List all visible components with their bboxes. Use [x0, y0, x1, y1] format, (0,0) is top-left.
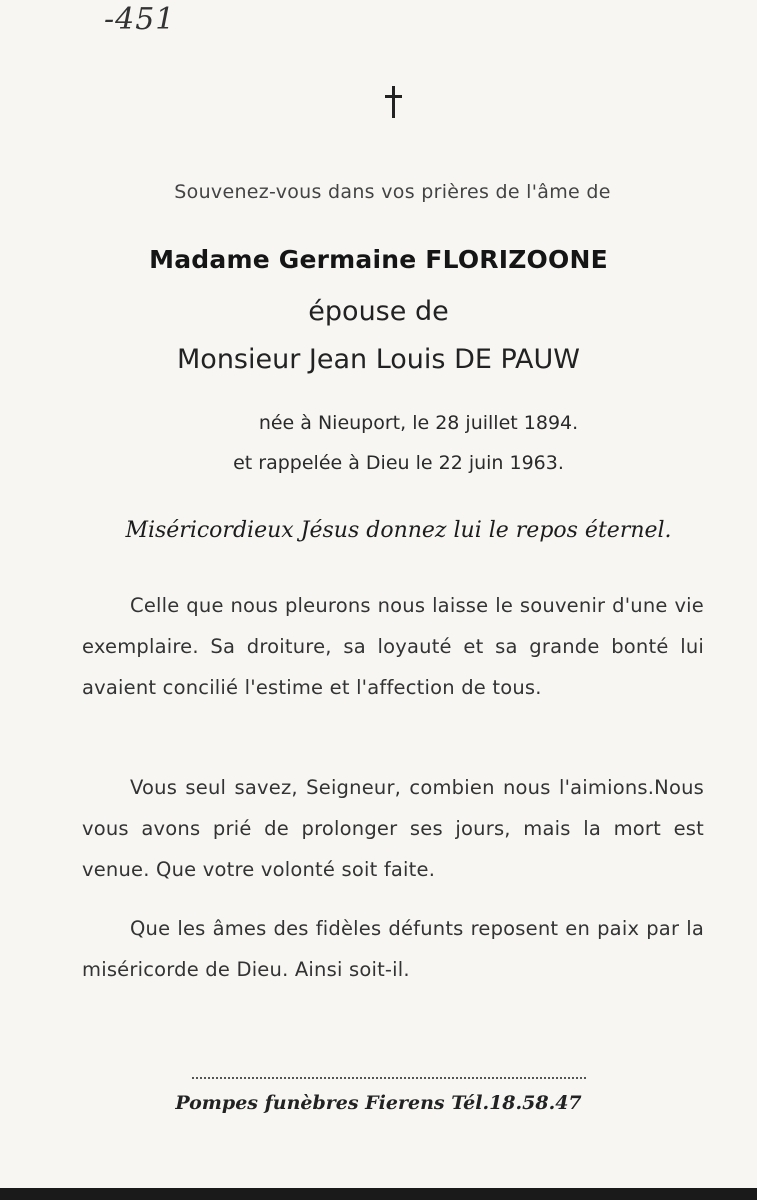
intro-text: Souvenez-vous dans vos prières de l'âme de	[174, 181, 611, 203]
paragraph-lord: Vous seul savez, Seigneur, combien nous l'aimions.Nous vous avons prié de prolonger ses jours, mais la mort est venue. Que votre volonté soit faite.	[82, 776, 704, 881]
scan-bottom-edge	[0, 1188, 757, 1200]
spouse-relation: épouse de	[308, 296, 449, 327]
spouse-name: Monsieur Jean Louis DE PAUW	[177, 344, 580, 375]
dotted-divider	[192, 1077, 586, 1079]
birth-line: née à Nieuport, le 28 juillet 1894.	[258, 412, 579, 434]
deceased-name: Madame Germaine FLORIZOONE	[149, 245, 608, 274]
paragraph-souls: Que les âmes des fidèles défunts reposent en paix par la miséricorde de Dieu. Ainsi soit-il.	[82, 917, 704, 981]
cross-icon-horizontal	[385, 95, 402, 98]
cross-icon	[383, 86, 403, 118]
funeral-home-footer: Pompes funèbres Fierens Tél.18.58.47	[175, 1092, 582, 1114]
cross-icon-vertical	[392, 86, 395, 118]
death-line: et rappelée à Dieu le 22 juin 1963.	[233, 452, 564, 474]
paragraph-remembrance: Celle que nous pleurons nous laisse le souvenir d'une vie exemplaire. Sa droiture, sa loyauté et sa grande bonté lui avaient concilié l'estime et l'affection de tous.	[82, 594, 704, 699]
prayer-line: Miséricordieux Jésus donnez lui le repos éternel.	[125, 518, 672, 543]
handwritten-note: -451	[104, 2, 176, 37]
